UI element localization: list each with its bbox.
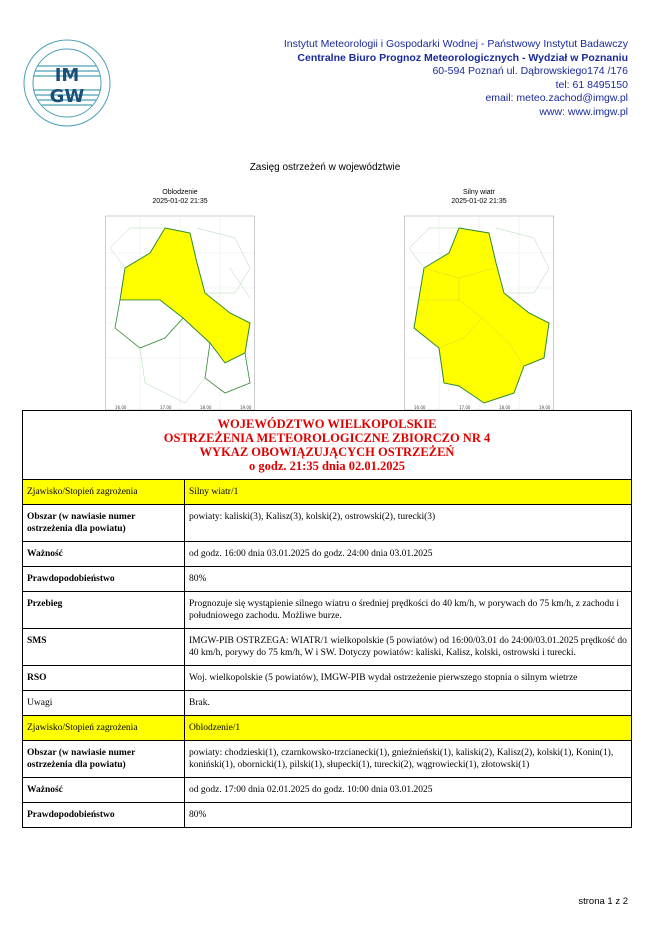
department-name: Centralne Biuro Prognoz Meteorologicznych - Wydział w Poznaniu [297,51,628,64]
row-value: IMGW-PIB OSTRZEGA: WIATR/1 wielkopolskie (5 powiatów) od 16:00/03.01 do 24:00/03.01.2025 prędkość do 40 km/h, porywy do 75 km/h, W i SW. Dotyczy powiatów: kaliski, Kalisz, kolski, ostrowski i turecki. [189,636,627,658]
svg-text:IM: IM [54,65,80,86]
warning-row [23,592,631,629]
row-value: Oblodzenie/1 [189,723,241,733]
row-label: SMS [23,629,185,665]
row-value: od godz. 16:00 dnia 03.01.2025 do godz. 24:00 dnia 03.01.2025 [189,549,433,559]
phone: tel: 61 8495150 [555,78,628,91]
svg-text:18.00: 18.00 [200,405,212,410]
map-oblodzenie-image [105,208,255,418]
svg-text:18.00: 18.00 [499,405,511,410]
svg-text:17.00: 17.00 [160,405,172,410]
warning-row [23,567,631,592]
warning-row [23,480,631,505]
row-value: 80% [189,810,207,820]
map-silny-wiatr [404,188,554,418]
website[interactable]: www: www.imgw.pl [539,105,628,118]
row-value: 80% [189,574,207,584]
row-value: Silny wiatr/1 [189,487,239,497]
warning-table [22,410,632,828]
row-value: powiaty: kaliski(3), Kalisz(3), kolski(2), ostrowski(2), turecki(3) [189,512,436,522]
warning-row [23,542,631,567]
warning-row [23,691,631,716]
section-title: Zasięg ostrzeżeń w województwie [249,162,401,173]
row-label: Prawdopodobieństwo [23,803,185,827]
warning-row [23,803,631,827]
row-label: Przebieg [23,592,185,628]
row-label: Zjawisko/Stopień zagrożenia [23,716,185,740]
map-oblodzenie [105,188,255,418]
voivodeship-title: WOJEWÓDZTWO WIELKOPOLSKIE [217,417,437,431]
issued-time: o godz. 21:35 dnia 02.01.2025 [249,459,405,473]
warning-row [23,716,631,741]
row-label: RSO [23,666,185,690]
page-number: strona 1 z 2 [578,896,628,907]
svg-text:16.00: 16.00 [414,405,426,410]
svg-text:19.00: 19.00 [240,405,252,410]
svg-text:17.00: 17.00 [459,405,471,410]
row-label: Ważność [23,542,185,566]
warning-row [23,505,631,542]
warning-row [23,741,631,778]
row-value: od godz. 17:00 dnia 02.01.2025 do godz. 10:00 dnia 03.01.2025 [189,785,433,795]
map-title: Silny wiatr [463,189,495,196]
row-value: Brak. [189,698,210,708]
row-label: Ważność [23,778,185,802]
email[interactable]: email: meteo.zachod@imgw.pl [485,92,628,104]
svg-text:19.00: 19.00 [539,405,551,410]
imgw-logo [22,38,112,128]
row-label: Obszar (w nawiasie numer ostrzeżenia dla powiatu) [23,505,185,541]
map-datetime: 2025-01-02 21:35 [152,198,208,205]
row-label: Prawdopodobieństwo [23,567,185,591]
map-datetime: 2025-01-02 21:35 [451,198,507,205]
svg-text:16.00: 16.00 [115,405,127,410]
warning-title-block [23,411,631,480]
row-label: Zjawisko/Stopień zagrożenia [23,480,185,504]
svg-text:GW: GW [49,86,85,107]
bulletin-title: OSTRZEŻENIA METEOROLOGICZNE ZBIORCZO NR 4 [163,431,491,445]
warning-row [23,666,631,691]
institute-name: Instytut Meteorologii i Gospodarki Wodnej - Państwowy Instytut Badawczy [283,38,628,50]
address: 60-594 Poznań ul. Dąbrowskiego174 /176 [432,65,628,77]
map-silny-wiatr-image [404,208,554,418]
row-value: powiaty: chodzieski(1), czarnkowsko-trzcianecki(1), gnieźnieński(1), kaliski(2), Kalisz(2), kolski(1), Konin(1), koniński(1), obornicki(1), pilski(1), słupecki(1), turecki(2), wągrowiecki(1), złotowski(1) [189,748,614,770]
row-label: Obszar (w nawiasie numer ostrzeżenia dla powiatu) [23,741,185,777]
warning-row [23,629,631,666]
row-value: Woj. wielkopolskie (5 powiatów), IMGW-PIB wydał ostrzeżenie pierwszego stopnia o silnym wietrze [189,673,578,683]
row-label: Uwagi [23,691,185,715]
map-title: Oblodzenie [162,189,198,196]
warning-row [23,778,631,803]
row-value: Prognozuje się wystąpienie silnego wiatru o średniej prędkości do 40 km/h, w porywach do 75 km/h, z zachodu i południowego zachodu. Możliwe burze. [189,599,620,621]
institute-header [208,38,628,119]
list-title: WYKAZ OBOWIĄZUJĄCYCH OSTRZEŻEŃ [199,445,455,459]
